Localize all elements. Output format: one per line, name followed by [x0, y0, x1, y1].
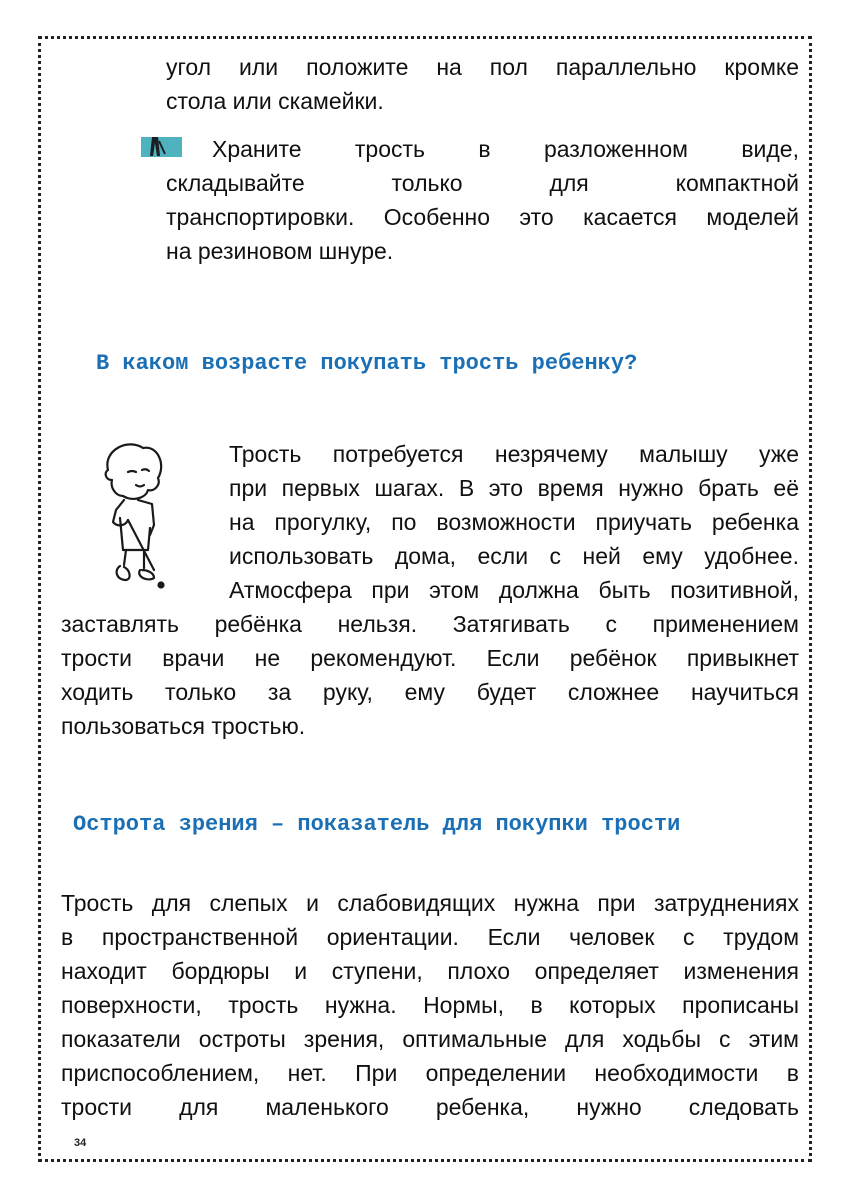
text-line: приспособлением, нет. При определении необходимости в: [61, 1060, 799, 1086]
text-line: стола или скамейки.: [166, 88, 384, 114]
text-line: пользоваться тростью.: [61, 713, 306, 739]
text-line: ходить только за руку, ему будет сложнее научиться: [61, 679, 799, 705]
text-line: находит бордюры и ступени, плохо определяет изменения: [61, 958, 799, 984]
text-line: трости врачи не рекомендуют. Если ребёнок привыкнет: [61, 645, 799, 671]
text-line: заставлять ребёнка нельзя. Затягивать с применением: [61, 611, 799, 637]
text-line: при первых шагах. В это время нужно брать её: [229, 475, 799, 501]
text-line: транспортировки. Особенно это касается моделей: [166, 204, 799, 230]
section-heading: Острота зрения – показатель для покупки трости: [73, 812, 681, 837]
section-heading: В каком возрасте покупать трость ребенку?: [96, 351, 638, 376]
text-line: использовать дома, если с ней ему удобнее.: [229, 543, 799, 569]
text-line: поверхности, трость нужна. Нормы, в которых прописаны: [61, 992, 799, 1018]
text-line: трости для маленького ребенка, нужно следовать: [61, 1094, 799, 1120]
text-line: Трость для слепых и слабовидящих нужна при затруднениях: [61, 890, 799, 916]
text-line: угол или положите на пол параллельно кромке: [166, 54, 799, 80]
page-number: 34: [74, 1137, 87, 1149]
text-line: показатели остроты зрения, оптимальные для ходьбы с этим: [61, 1026, 799, 1052]
text-line: складывайте только для компактной: [166, 170, 799, 196]
child-walking-with-cane-illustration: [58, 430, 218, 590]
text-line: на прогулку, по возможности приучать ребенка: [229, 509, 799, 535]
text-line: Храните трость в разложенном виде,: [212, 136, 799, 162]
text-line: Трость потребуется незрячему малышу уже: [229, 441, 799, 467]
text-line: в пространственной ориентации. Если человек с трудом: [61, 924, 799, 950]
walking-person-with-cane-icon: [141, 137, 182, 157]
text-line: Атмосфера при этом должна быть позитивной,: [229, 577, 799, 603]
text-line: на резиновом шнуре.: [166, 238, 394, 264]
